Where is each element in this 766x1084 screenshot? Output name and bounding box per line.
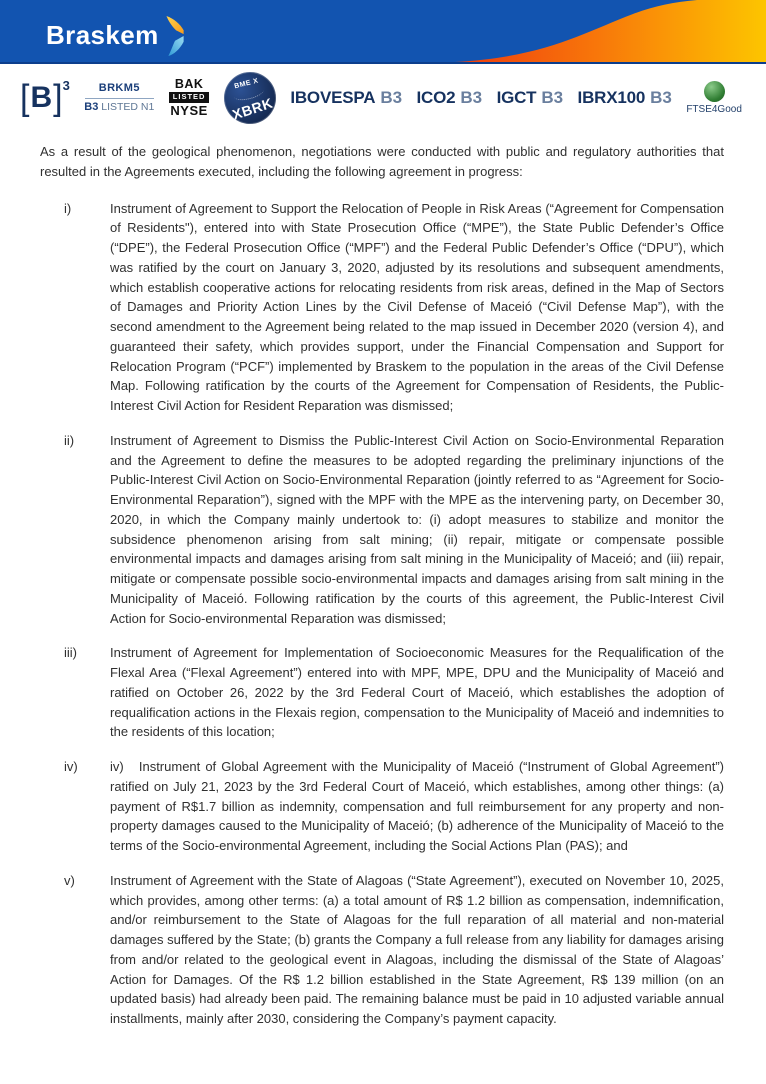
ftse4good-badge — [686, 81, 742, 115]
list-marker: ii) — [64, 432, 75, 448]
list-item-text: Instrument of Agreement with the State of Alagoas (“State Agreement”), executed on November 10, 2025, which provides, among other terms: (a) a total amount of R$ 1.2 billion as compensation, indemnification, and/or reimbursement to the State of Alagoas for the full reparation of all material and non-material damages suffered by the State; (b) grants the Company a full release from any liability for damages arising from and/or related to the geological event in Alagoas, including the dismissal of the State of Alagoas’ Action for Damages. Of the R$ 1.2 billion established in the State Agreement, R$ 139 million (on an updated basis) had already been paid. The remaining balance must be paid in 10 adjusted variable annual installments, mainly after 2030, considering the Company’s payment capacity. — [110, 872, 724, 1026]
header-band — [0, 0, 766, 64]
list-item-iii — [64, 643, 724, 742]
b3-listed-n1-label — [84, 101, 154, 115]
index-logo-ico2 — [417, 88, 483, 108]
agreements-list — [64, 199, 724, 1029]
list-marker: iv) — [64, 759, 78, 774]
index-logo-ibovespa — [290, 88, 402, 108]
brkm5-ticker: BRKM5 — [85, 82, 154, 99]
brkm5-listing-badge — [84, 82, 154, 115]
braskem-wordmark: Braskem — [46, 19, 159, 50]
bme-x-label: BME X — [233, 77, 260, 90]
xbrk-seal — [218, 66, 281, 129]
index-suffix: B3 — [460, 88, 483, 107]
listed-n1-text: LISTED N1 — [98, 100, 155, 113]
index-suffix: B3 — [650, 88, 672, 107]
list-item-text: Instrument of Agreement to Dismiss the Public-Interest Civil Action on Socio-Environmental Reparation and the Agreement to define the measures to be adopted regarding the preliminary injunctions of the Public-Interest Civil Action on Socio-Environmental Reparation (jointly referred to as “Agreement for Socio-Environmental Reparation”), signed with the MPF with the MPE as the intervening party, on December 30, 2020, in which the Company mainly undertook to: (i) adopt measures to stabilize and monitor the subsidence phenomenon arising from salt mining; (ii) repair, mitigate or compensate possible environmental impacts and damages arising from salt mining in the Municipality of Maceió; and (iii) repair, mitigate or compensate possible socio-environmental impacts and damages arising from salt mining in the Municipality of Maceió. Following ratification by the courts of this agreement, the Public-Interest Civil Action for Socio-environmental Reparation was dismissed; — [110, 432, 724, 626]
index-logo-ibrx100 — [578, 88, 672, 108]
list-item-ii — [64, 431, 724, 629]
index-name: ICO2 — [416, 88, 456, 107]
b3-exchange-logo — [20, 78, 70, 118]
b3-superscript: 3 — [62, 78, 70, 93]
nyse-listed-tag: LISTED — [169, 92, 210, 103]
b3-bracket-open: [ — [20, 78, 30, 118]
index-name: IBRX100 — [577, 88, 646, 107]
b3-bracket-close: ] — [53, 78, 63, 118]
ftse4good-label: FTSE4Good — [686, 104, 742, 115]
nyse-wordmark: NYSE — [170, 103, 208, 119]
list-item-text: iv) Instrument of Global Agreement with the Municipality of Maceió (“Instrument of Global Agreement”) ratified on July 21, 2023 by the 3rd Federal Court of Maceió, which establishes, among other things: (a) payment of R$1.7 billion as indemnity, compensation and full reimbursement for any property and non-property damages caused to the Municipality of Maceió; (b) adherence of the Municipality of Maceió to the terms of the Socio-environmental Agreement, including the Social Actions Plan (PAS); and — [110, 759, 724, 853]
logo-strip — [0, 64, 766, 128]
index-logo-igct — [497, 88, 564, 108]
list-item-text: Instrument of Agreement for Implementation of Socioeconomic Measures for the Requalification of the Flexal Area (“Flexal Agreement”) entered into with MPF, MPE, DPU and the Municipality of Maceió and ratified on October 26, 2022 by the 3rd Federal Court of Maceió, which establishes the adoption of requalification actions in the Flexais region, compensation to the Municipality of Maceió and indemnities to the residents of this location; — [110, 645, 724, 740]
index-suffix: B3 — [541, 88, 564, 107]
ftse-globe-icon — [704, 81, 725, 102]
index-name: IBOVESPA — [290, 88, 376, 107]
b3-bold-label: B3 — [84, 100, 99, 113]
list-item-iv — [64, 757, 724, 856]
intro-paragraph: As a result of the geological phenomenon, negotiations were conducted with public and regulatory authorities that resulted in the Agreements executed, including the following agreement in progress: — [40, 144, 724, 179]
list-marker: i) — [64, 200, 72, 216]
list-marker: iii) — [64, 645, 77, 661]
braskem-logo — [46, 14, 187, 56]
nyse-listing-badge — [169, 77, 210, 119]
b3-letter: B — [30, 81, 53, 114]
document-body — [0, 128, 766, 1029]
xbrk-label: XBRK — [230, 94, 275, 123]
list-item-v — [64, 871, 724, 1029]
nyse-ticker: BAK — [174, 77, 204, 92]
index-name: IGCT — [496, 88, 537, 107]
index-suffix: B3 — [380, 88, 403, 107]
braskem-arrow-icon — [165, 16, 187, 56]
list-marker: v) — [64, 872, 75, 888]
list-item-i — [64, 199, 724, 416]
list-item-text: Instrument of Agreement to Support the Relocation of People in Risk Areas (“Agreement for Compensation of Residents"), entered into with State Prosecution Office (“MPE”), the State Public Defender’s Office (“DPE”), the Federal Prosecution Office (“MPF”) and the Federal Public Defender’s Office (“DPU”), which was ratified by the court on January 3, 2020, adjusted by its resolutions and subsequent amendments, which establish cooperative actions for relocating residents from risk areas, defined in the Map of Sectors of Damages and Priority Action Lines by the Civil Defense of Maceió (“Civil Defense Map”), with the second amendment to the Agreement being related to the map issued in December 2020 (version 4), and guaranteed their safety, which provides support, under the Financial Compensation and Support for Relocation Program (“PCF”) implemented by Braskem to the population in the areas of the Civil Defense Map. Following ratification by the courts of the Agreement for Compensation of Residents, the Public-Interest Civil Action for Resident Reparation was dismissed; — [110, 200, 724, 413]
